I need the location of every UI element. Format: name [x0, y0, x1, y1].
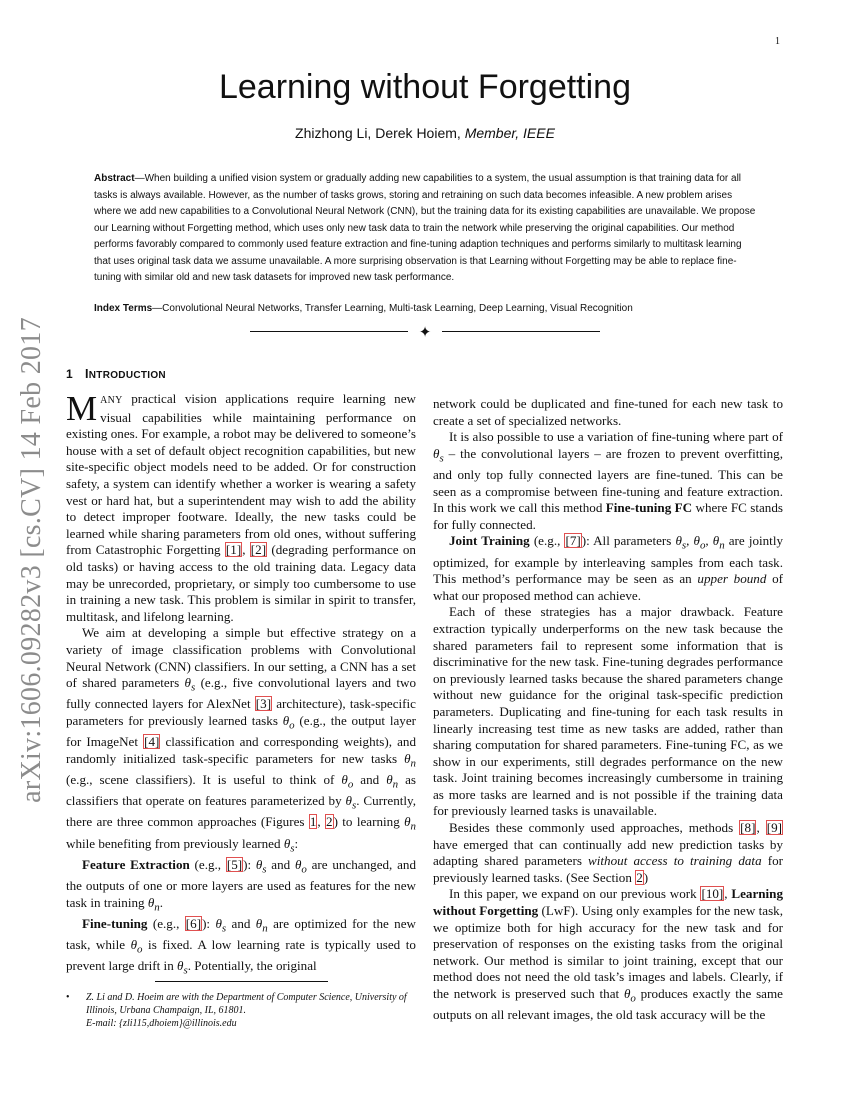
section-heading-introduction: [66, 367, 166, 381]
drop-cap: M: [66, 389, 98, 428]
theta-o-symbol: $\theta_o$: [294, 856, 307, 876]
text-run: ):: [202, 915, 216, 931]
citation-link-8[interactable]: [8]: [740, 820, 756, 836]
citation-link-3[interactable]: [3]: [255, 696, 272, 712]
theta-s-symbol: $\theta_s$: [177, 958, 188, 977]
figure-link-2[interactable]: 2: [326, 814, 333, 830]
emphasis-upper-bound: upper bound: [697, 571, 767, 587]
footnote-affiliation: Z. Li and D. Hoeim are with the Department of Computer Science, University of Illinois, Urbana Champaign, IL, 61801.: [86, 992, 407, 1016]
feature-extraction-label: Feature Extraction: [82, 856, 190, 872]
text-run: We aim at developing a simple but effective strategy on a variety of image classification problems with Convolutional Neural Network (CNN) classifiers. In our setting, a CNN has a set of shared parameters: [66, 625, 416, 691]
citation-link-5[interactable]: [5]: [226, 856, 243, 872]
theta-n-symbol: $\theta_n$: [404, 814, 416, 833]
author-line: [0, 125, 850, 141]
emphasis-without-access: without access to training data: [588, 853, 762, 869]
text-run: are optimized for the new task, while: [66, 915, 416, 952]
theta-n-symbol: $\theta_n$: [147, 894, 160, 914]
text-run: .: [159, 894, 163, 910]
text-run: classification and corresponding weights), and randomly initialized task-specific parameters for new tasks: [66, 734, 416, 766]
separator-star-icon: ✦: [418, 323, 432, 341]
left-column: [66, 391, 416, 979]
theta-s-symbol: $\theta_s$: [215, 915, 227, 935]
intro-paragraph-1: [66, 391, 416, 625]
text-run: . Potentially, the original: [187, 958, 317, 974]
index-terms-text: —Convolutional Neural Networks, Transfer Learning, Multi-task Learning, Deep Learning, Visual Recognition: [152, 303, 633, 314]
text-run: :: [294, 835, 299, 851]
text-run: practical vision applications require learning new visual capabilities while maintaining performance on existing ones. For example, a robot may be delivered to someone’s house with a set of default object recognition capabilities, but new site-specific object models need to be added. Or for construction safety, a system can identify whether a worker is wearing a safety vest or hard hat, but a superintendent may wish to add the ability to detect improper footware. Ideally, the new tasks could be learned while sharing parameters from old ones, without suffering from Catastrophic Forgetting: [66, 391, 416, 558]
feature-extraction-paragraph: [66, 857, 416, 916]
index-terms: [94, 302, 758, 316]
text-run: In this paper, we expand on our previous work: [449, 886, 701, 902]
citation-link-6[interactable]: [6]: [185, 915, 202, 931]
text-run: ,: [317, 814, 326, 830]
author-role: Member, IEEE: [464, 125, 555, 141]
abstract: [94, 171, 758, 287]
theta-s-symbol: $\theta_s$: [433, 445, 444, 465]
fine-tuning-fc-label: Fine-tuning FC: [605, 500, 693, 516]
text-run: while benefiting from previously learned: [66, 835, 284, 851]
theta-o-symbol: $\theta_o$: [282, 712, 295, 732]
page-number: 1: [775, 36, 780, 47]
text-run: (e.g., scene classifiers). It is useful to think of: [66, 771, 342, 787]
lwf-paragraph: [433, 886, 783, 1023]
fine-tuning-paragraph: [66, 916, 416, 980]
theta-o-symbol: $\theta_o$: [130, 936, 143, 956]
text-run: have emerged that can continually add new prediction tasks by adapting shared parameters: [433, 836, 783, 869]
theta-s-symbol: $\theta_s$: [255, 856, 267, 876]
theta-n-symbol: $\theta_n$: [255, 915, 268, 935]
section-separator: [250, 324, 600, 340]
text-run: as classifiers that operate on features parameterized by: [66, 771, 417, 809]
footnote-email: E-mail: {zli115,dhoiem}@illinois.edu: [86, 1018, 237, 1029]
text-run: It is also possible to use a variation of fine-tuning where part of: [449, 429, 783, 445]
abstract-label: Abstract: [94, 173, 135, 184]
section-title-initial: I: [84, 367, 89, 381]
paper-title: Learning without Forgetting: [218, 68, 632, 106]
citation-link-2[interactable]: [2]: [250, 542, 267, 558]
author-names: Zhizhong Li, Derek Hoiem,: [295, 125, 461, 141]
text-run: and: [353, 771, 387, 787]
text-run: ,: [724, 886, 732, 902]
right-column: [433, 396, 783, 1024]
theta-s-o-n-symbols: $\theta_s$, $\theta_o$, $\theta_n$: [675, 533, 725, 552]
joint-training-paragraph: [433, 533, 783, 604]
citation-link-9[interactable]: [9]: [766, 820, 783, 836]
footnote-rule: [155, 981, 328, 982]
theta-s-symbol: $\theta_s$: [283, 835, 295, 855]
drop-cap-continuation: ANY: [100, 395, 123, 406]
text-run: ,: [242, 542, 250, 558]
text-run: ) to learning: [333, 814, 405, 830]
citation-link-1[interactable]: [1]: [225, 542, 242, 558]
figure-link-1[interactable]: 1: [309, 814, 317, 830]
text-run: of what our proposed method can achieve.: [433, 571, 784, 603]
fine-tuning-label: Fine-tuning: [82, 915, 148, 931]
text-run: produces exactly the same outputs on all relevant images, the old task accuracy will be the: [433, 986, 783, 1023]
lwf-label: Learning without Forgetting: [433, 886, 784, 919]
joint-training-label: Joint Training: [449, 533, 530, 549]
theta-o-symbol: $\theta_o$: [341, 771, 354, 791]
index-terms-label: Index Terms: [94, 303, 153, 314]
citation-link-4[interactable]: [4]: [144, 734, 160, 750]
other-methods-paragraph: [433, 820, 783, 886]
text-run: – the convolutional layers – are frozen to prevent overfitting, and only top fully connected layers are fine-tuned. This can be seen as a compromise between fine-tuning and feature extraction. In this work we call this method: [433, 445, 783, 516]
theta-s-symbol: $\theta_s$: [345, 793, 357, 812]
text-run: (e.g., five convolutional layers and two fully connected layers for AlexNet: [66, 675, 416, 712]
separator-line-right: [442, 331, 600, 332]
text-run: is fixed. A low learning rate is typically used to prevent large drift in: [66, 936, 416, 974]
section-link-2[interactable]: 2: [636, 869, 643, 885]
drawbacks-paragraph: Each of these strategies has a major drawback. Feature extraction typically underperforms on the new task because the shared parameters fail to represent some information that is discriminative for the new task. Fine-tuning degrades performance on previously learned tasks because the shared parameters change without new guidance for the original task-specific prediction parameters. Duplicating and fine-tuning for each task results in linearly increasing test time as new tasks are added, rather than sharing computation for shared parameters. Fine-tuning FC, as we show in our experiments, still degrades performance on the new task. Joint training becomes increasingly cumbersome in training as more tasks are learned and is not possible if the training data for previously learned tasks is unavailable.: [433, 604, 783, 819]
theta-n-symbol: $\theta_n$: [404, 750, 416, 770]
footnote-bullet-icon: •: [66, 992, 70, 1003]
text-run: Besides these commonly used approaches, methods: [449, 820, 740, 836]
text-run: for previously learned tasks. (See Section: [433, 853, 784, 885]
right-paragraph-1: network could be duplicated and fine-tuned for each new task to create a set of specialized networks.: [433, 396, 783, 428]
text-run: (degrading performance on old tasks) or having access to the old training data. Legacy data may be unrecorded, proprietary, or simply too cumbersome to use in training a new task. This problem is similar in spirit to transfer, multitask, and lifelong learning.: [66, 542, 416, 624]
footnote: [66, 991, 422, 1030]
section-title-rest: NTRODUCTION: [88, 370, 166, 381]
section-number: 1: [66, 367, 73, 381]
text-run: ): [643, 869, 649, 885]
theta-s-symbol: $\theta_s$: [184, 675, 196, 694]
text-run: and: [266, 856, 295, 872]
text-run: where FC stands for fully connected.: [433, 500, 783, 532]
text-run: (LwF). Using only examples for the new task, we optimize both for high accuracy for the new task and for preservation of responses on the existing tasks from the original network. Our method is similar to joint training, except that our method does not need the old task’s images and labels. Clearly, if the network is preserved such that: [433, 903, 783, 1001]
text-run: are jointly optimized, for example by interleaving samples from each task. This method’s performance may be seen as an: [433, 533, 784, 587]
text-run: architecture), task-specific parameters for previously learned tasks: [66, 696, 416, 728]
arxiv-identifier-stamp: arXiv:1606.09282v3 [cs.CV] 14 Feb 2017: [16, 317, 47, 803]
text-run: are unchanged, and the outputs of one or more layers are used as features for the new task in training: [66, 856, 416, 910]
text-run: (e.g.,: [147, 915, 185, 931]
theta-o-symbol: $\theta_o$: [623, 986, 636, 1005]
citation-link-10[interactable]: [10]: [701, 886, 724, 902]
text-run: ,: [756, 820, 766, 836]
text-run: . Currently, there are three common approaches (Figures: [66, 793, 417, 830]
text-run: (e.g.,: [189, 856, 226, 872]
citation-link-7[interactable]: [7]: [565, 533, 581, 549]
text-run: (e.g., the output layer for ImageNet: [66, 712, 416, 750]
text-run: ):: [243, 856, 256, 872]
text-run: ): All parameters: [581, 533, 676, 549]
fine-tuning-fc-paragraph: [433, 429, 783, 533]
text-run: and: [226, 915, 256, 931]
intro-paragraph-2: [66, 625, 416, 856]
text-run: (e.g.,: [529, 533, 565, 549]
abstract-text: —When building a unified vision system or gradually adding new capabilities to a system, the usual assumption is that training data for all tasks is always available. However, as the number of tasks grows, storing and retraining on such data becomes infeasible. A new problem arises where we add new capabilities to a Convolutional Neural Network (CNN), but the training data for its existing capabilities are unavailable. We propose our Learning without Forgetting method, which uses only new task data to train the network while preserving the original capabilities. Our method performs favorably compared to commonly used feature extraction and fine-tuning adaption techniques and performs similarly to multitask learning that uses original task data we assume unavailable. A more surprising observation is that Learning without Forgetting may be able to replace fine-tuning with similar old and new task datasets for improved new task performance.: [94, 173, 756, 283]
theta-n-symbol: $\theta_n$: [386, 771, 399, 791]
